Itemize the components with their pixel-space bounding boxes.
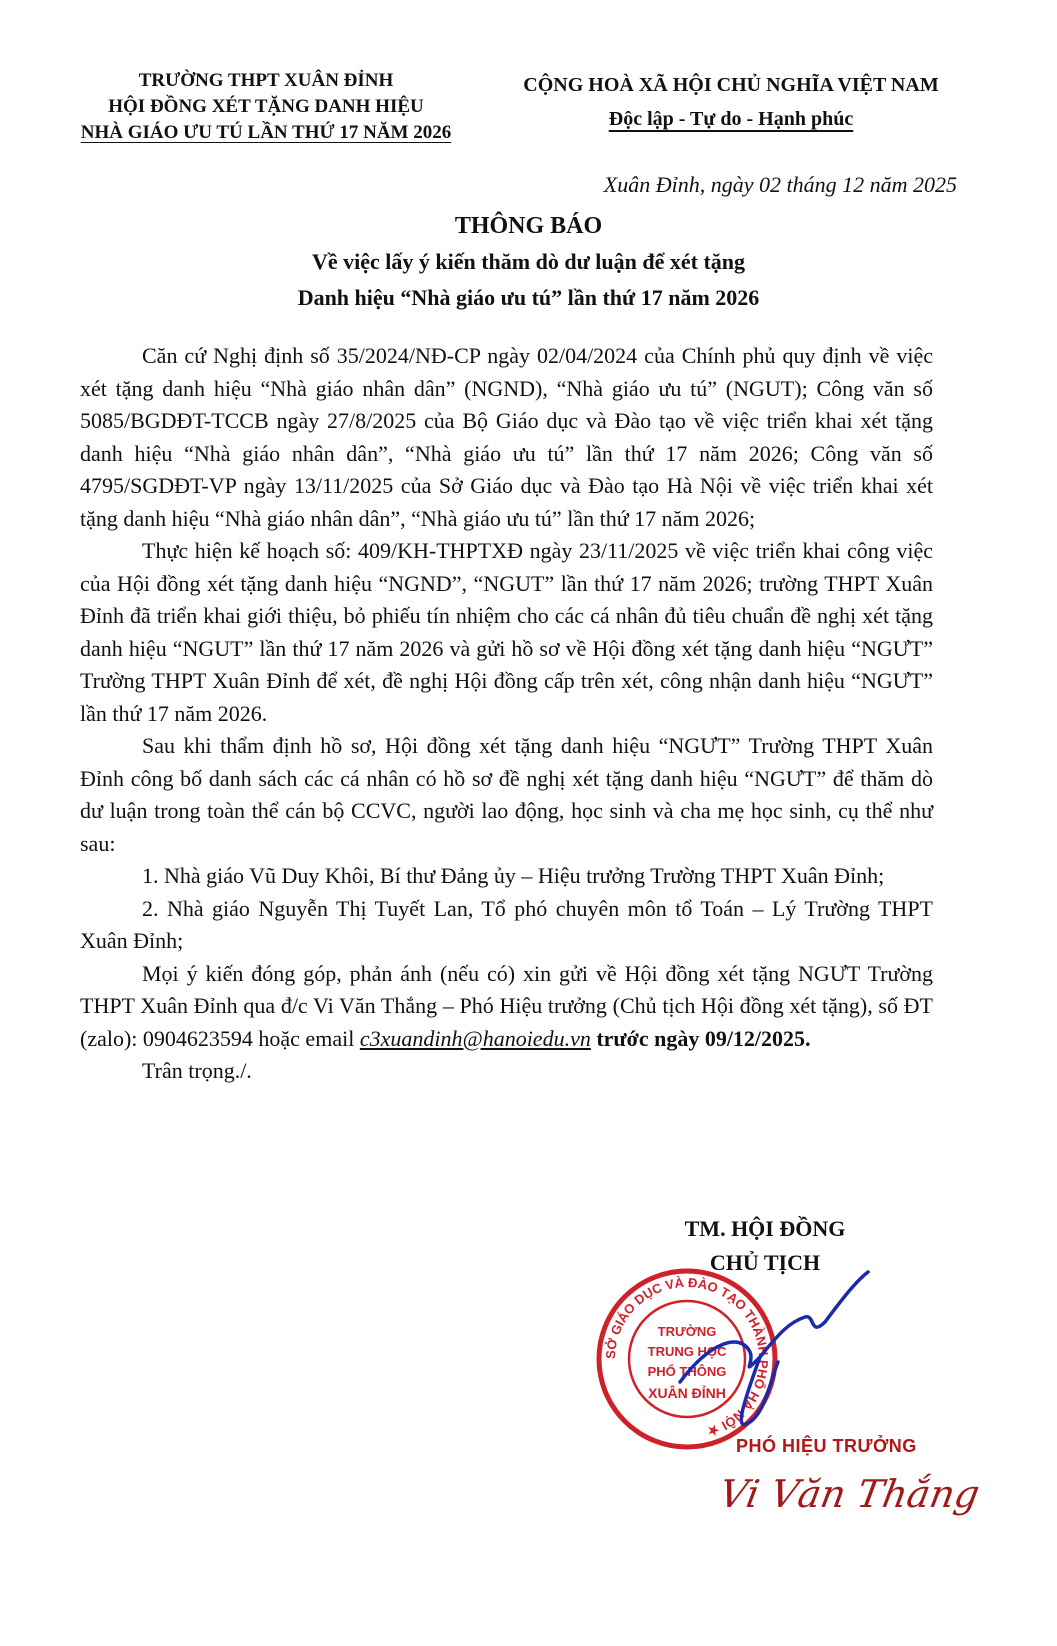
national-title: CỘNG HOÀ XÃ HỘI CHỦ NGHĨA VIỆT NAM — [523, 74, 939, 96]
issuer-block — [56, 68, 476, 146]
document-body — [80, 340, 933, 1088]
signer-name: Vi Văn Thắng — [716, 1472, 983, 1516]
svg-text:SỞ GIÁO DỤC VÀ ĐÀO TẠO THÀNH P: SỞ GIÁO DỤC VÀ ĐÀO TẠO THÀNH PHỐ HÀ NỘI ★ — [602, 1274, 772, 1440]
deadline: trước ngày 09/12/2025. — [596, 1025, 811, 1051]
signature-role: CHỦ TỊCH — [709, 1250, 821, 1275]
document-title-block — [0, 208, 1057, 316]
issuer-council: HỘI ĐỒNG XÉT TẶNG DANH HIỆU — [108, 96, 424, 117]
national-motto: Độc lập - Tự do - Hạnh phúc — [608, 108, 854, 130]
issuer-council-detail: NHÀ GIÁO ƯU TÚ LẦN THỨ 17 NĂM 2026 — [80, 122, 452, 143]
handwritten-signature-icon — [640, 1262, 880, 1442]
nominee-item-2: 2. Nhà giáo Nguyễn Thị Tuyết Lan, Tổ phó chuyên môn tổ Toán – Lý Trường THPT Xuân Đỉnh; — [80, 895, 933, 953]
paragraph-implementation: Thực hiện kế hoạch số: 409/KH-THPTXĐ ngày 23/11/2025 về việc triển khai công việc của Hội đồng xét tặng danh hiệu “NGND”, “NGUT” lần thứ 17 năm 2026; trường THPT Xuân Đỉnh đã triển khai giới thiệu, bỏ phiếu tín nhiệm cho các cá nhân đủ tiêu chuẩn đề nghị xét tặng danh hiệu “NGUT” lần thứ 17 năm 2026 và gửi hồ sơ về Hội đồng xét tặng danh hiệu “NGƯT” Trường THPT Xuân Đỉnh để xét, đề nghị Hội đồng cấp trên xét, công nhận danh hiệu “NGƯT” lần thứ 17 năm 2026. — [80, 538, 933, 726]
svg-text:XUÂN ĐỈNH: XUÂN ĐỈNH — [648, 1385, 726, 1401]
feedback-text: Mọi ý kiến đóng góp, phản ánh (nếu có) xin gửi về Hội đồng xét tặng NGƯT Trường THPT Xuân Đỉnh qua đ/c Vi Văn Thắng – Phó Hiệu trưởng (Chủ tịch Hội đồng xét tặng), số ĐT (zalo): 0904623594 hoặc email — [80, 960, 933, 1051]
paragraph-legal-basis: Căn cứ Nghị định số 35/2024/NĐ-CP ngày 02/04/2024 của Chính phủ quy định về việc xét tặng danh hiệu “Nhà giáo nhân dân” (NGND), “Nhà giáo ưu tú” (NGUT); Công văn số 5085/BGDĐT-TCCB ngày 27/8/2025 của Bộ Giáo dục và Đào tạo về việc triển khai xét tặng danh hiệu “Nhà giáo nhân dân”, “Nhà giáo ưu tú” lần thứ 17 năm 2026; Công văn số 4795/SGDĐT-VP ngày 13/11/2025 của Sở Giáo dục và Đào tạo Hà Nội về việc triển khai xét tặng danh hiệu “Nhà giáo nhân dân”, “Nhà giáo ưu tú” lần thứ 17 năm 2026; — [80, 343, 933, 531]
document-title: THÔNG BÁO — [454, 213, 603, 239]
paragraph-announcement: Sau khi thẩm định hồ sơ, Hội đồng xét tặng danh hiệu “NGƯT” Trường THPT Xuân Đỉnh công bố danh sách các cá nhân có hồ sơ đề nghị xét tặng danh hiệu “NGƯT” để thăm dò dư luận trong toàn thể cán bộ CCVC, người lao động, học sinh và cha mẹ học sinh, cụ thể như sau: — [80, 733, 933, 856]
issuer-school: TRƯỜNG THPT XUÂN ĐỈNH — [138, 70, 394, 91]
svg-text:TRUNG HỌC: TRUNG HỌC — [647, 1344, 727, 1359]
signature-org: TM. HỘI ĐỒNG — [684, 1216, 846, 1241]
svg-text:TRƯỜNG: TRƯỜNG — [657, 1324, 717, 1339]
document-subtitle-2: Danh hiệu “Nhà giáo ưu tú” lần thứ 17 năm 2026 — [297, 285, 760, 310]
signer-title: PHÓ HIỆU TRƯỞNG — [736, 1436, 917, 1456]
national-header — [496, 68, 966, 136]
document-date: Xuân Đỉnh, ngày 02 tháng 12 năm 2025 — [603, 172, 957, 197]
closing-regards: Trân trọng./. — [142, 1058, 252, 1083]
paragraph-feedback — [80, 958, 933, 1056]
svg-text:PHỔ THÔNG: PHỔ THÔNG — [647, 1364, 727, 1379]
nominee-item-1: 1. Nhà giáo Vũ Duy Khôi, Bí thư Đảng ủy – Hiệu trưởng Trường THPT Xuân Đỉnh; — [142, 863, 885, 888]
document-subtitle-1: Về việc lấy ý kiến thăm dò dư luận để xét tặng — [311, 249, 746, 274]
email-link[interactable]: c3xuandinh@hanoiedu.vn — [359, 1025, 591, 1051]
